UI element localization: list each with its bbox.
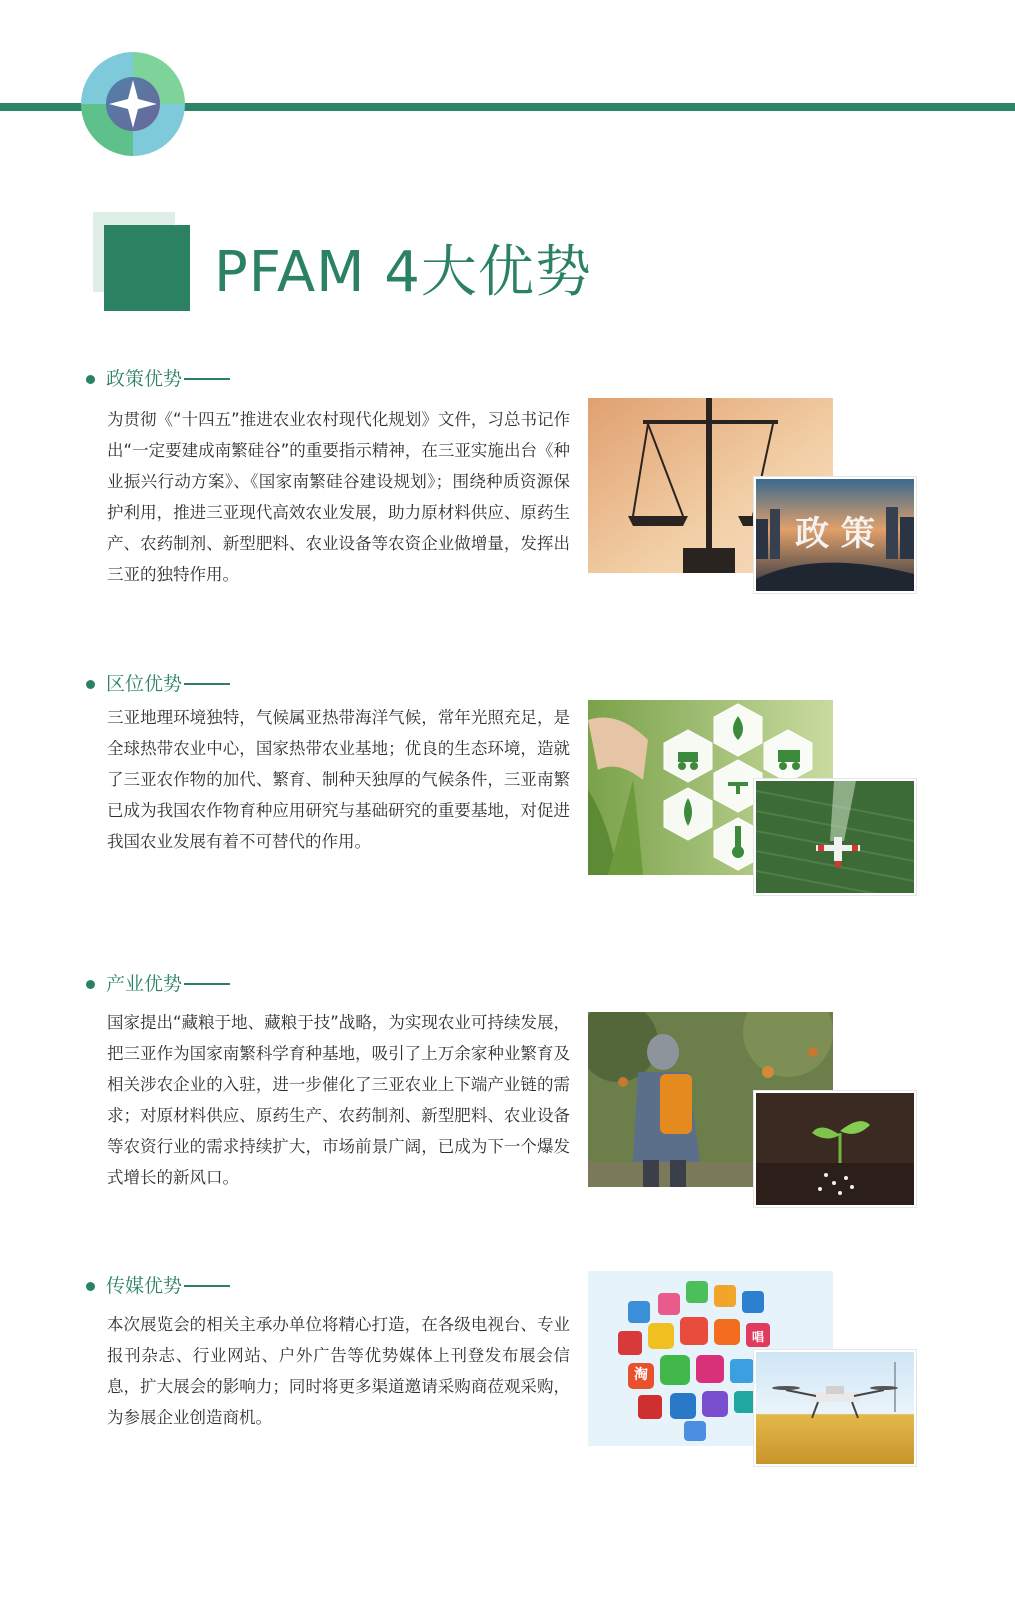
seedling-sprout-image [754,1091,916,1207]
heading-underline [184,378,230,380]
bullet-dot [86,680,95,689]
section-title: 区位优势 [106,673,183,695]
agricultural-drone-image [754,1350,916,1466]
section-title: 传媒优势 [106,1275,183,1297]
section-heading-location [86,671,230,697]
bullet-dot [86,375,95,384]
crop-duster-plane-image [754,779,916,895]
section-heading-media [86,1273,230,1299]
section-text-media: 本次展览会的相关主承办单位将精心打造，在各级电视台、专业报刊杂志、行业网站、户外广告等优势媒体上刊登发布展会信息，扩大展会的影响力；同时将更多渠道邀请采购商莅观采购，为参展企业创造商机。 [107,1315,570,1427]
bullet-dot [86,980,95,989]
section-title: 政策优势 [106,368,183,390]
heading-underline [184,683,230,685]
heading-underline [184,1285,230,1287]
section-heading-industry [86,971,230,997]
heading-underline [184,983,230,985]
section-heading-policy [86,366,230,392]
app-icon-label-sing: 唱 [751,1330,765,1344]
compass-star-logo-icon [81,52,185,156]
section-title: 产业优势 [106,973,183,995]
policy-caption: 政 策 [795,514,875,554]
section-text-industry: 国家提出“藏粮于地、藏粮于技”战略，为实现农业可持续发展，把三亚作为国家南繁科学育种基地，吸引了上万余家种业繁育及相关涉农企业的入驻，进一步催化了三亚农业上下端产业链的需求；对原材料供应、原药生产、农药制剂、新型肥料、农业设备等农资行业的需求持续扩大，市场前景广阔，已成为下一个爆发式增长的新风口。 [107,1013,570,1187]
title-decoration-square [104,225,190,311]
section-text-location: 三亚地理环境独特，气候属亚热带海洋气候，常年光照充足，是全球热带农业中心，国家热带农业基地；优良的生态环境，造就了三亚农作物的加代、繁育、制种天独厚的气候条件，三亚南繁已成为我国农作物育种应用研究与基础研究的重要基地，对促进我国农业发展有着不可替代的作用。 [107,708,570,851]
page-title: PFAM 4大优势 [214,240,592,305]
app-icon-label-taobao: 淘 [634,1367,648,1383]
policy-city-image [754,477,916,593]
bullet-dot [86,1282,95,1291]
section-text-policy: 为贯彻《“十四五”推进农业农村现代化规划》文件，习总书记作出“一定要建成南繁硅谷”的重要指示精神，在三亚实施出台《种业振兴行动方案》、《国家南繁硅谷建设规划》；围绕种质资源保护利用，推进三亚现代高效农业发展，助力原材料供应、原药生产、农药制剂、新型肥料、农业设备等农资企业做增量，发挥出三亚的独特作用。 [107,410,570,584]
